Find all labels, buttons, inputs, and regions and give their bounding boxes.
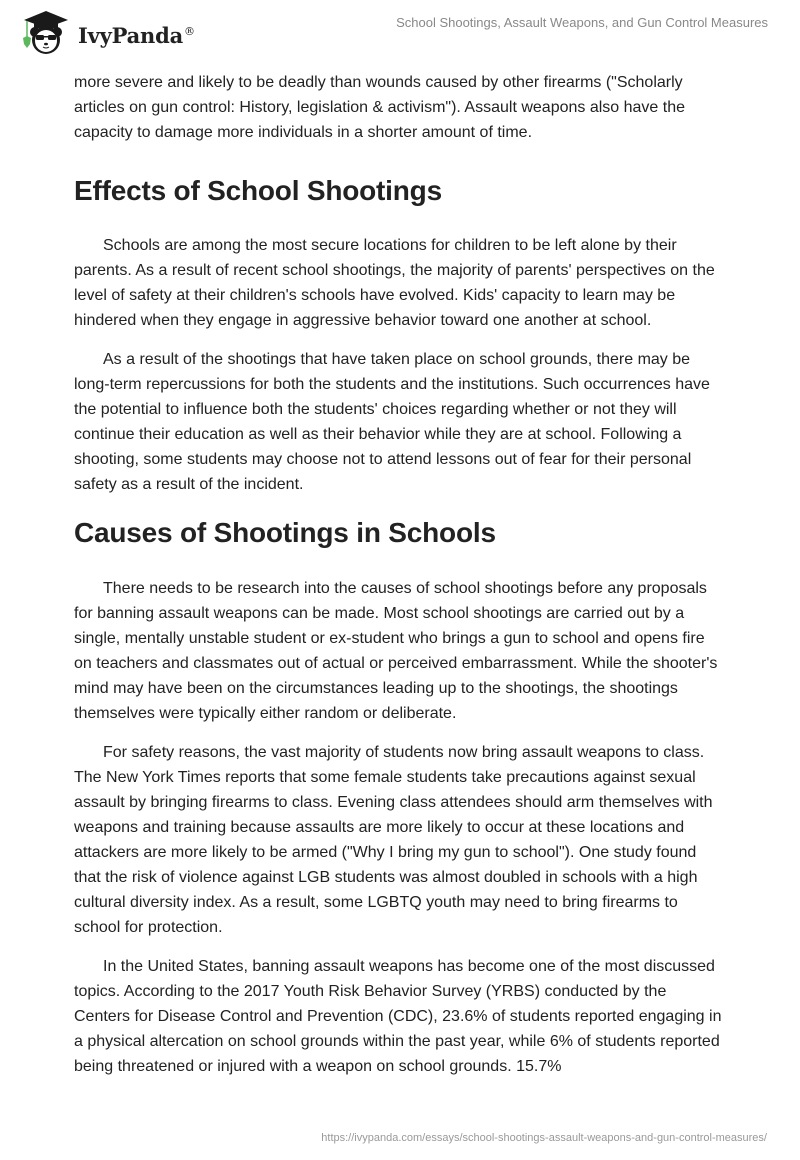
paragraph: As a result of the shootings that have taken place on school grounds, there may be long-term repercussions for both the students and the institutions. Such occurrences have the potential to influence both the students' choices regarding whether or not they will continue their education as well as their behavior while they are at school. Following a shooting, some students may choose not to attend lessons out of fear for their personal safety as a result of the incident.: [74, 351, 710, 493]
paragraph: There needs to be research into the causes of school shootings before any proposals for banning assault weapons can be made. Most school shootings are carried out by a single, mentally unstable student or ex-student who brings a gun to school and opens fire on teachers and classmates out of actual or perceived embarrassment. While the shooter's mind may have been on the circumstances leading up to the shootings, the shootings themselves were typically either random or deliberate.: [74, 580, 718, 722]
registered-mark: ®: [184, 24, 195, 38]
panda-graduation-cap-icon: [18, 8, 74, 56]
brand-name: IvyPanda®: [78, 22, 195, 48]
document-title: School Shootings, Assault Weapons, and Gun Control Measures: [396, 15, 768, 30]
section-heading-effects: Effects of School Shootings: [74, 175, 442, 206]
ivypanda-logo[interactable]: [18, 8, 195, 56]
source-url[interactable]: https://ivypanda.com/essays/school-shootings-assault-weapons-and-gun-control-measures/: [321, 1132, 767, 1144]
paragraph: For safety reasons, the vast majority of students now bring assault weapons to class. The New York Times reports that some female students take precautions against sexual assault by bringing firearms to class. Evening class attendees should arm themselves with weapons and training because assaults are more likely to occur at these locations and attackers are more likely to be armed ("Why I bring my gun to school"). One study found that the risk of violence against LGB students was almost doubled in schools with a high cultural diversity index. As a result, some LGBTQ youth may need to bring firearms to school for protection.: [74, 744, 713, 936]
page-header: [0, 0, 800, 60]
article-body: [74, 70, 726, 1079]
section-heading-causes: Causes of Shootings in Schools: [74, 517, 496, 548]
paragraph: Schools are among the most secure locations for children to be left alone by their parents. As a result of recent school shootings, the majority of parents' perspectives on the level of safety at their children's schools have evolved. Kids' capacity to learn may be hindered when they engage in aggressive behavior toward one another at school.: [74, 237, 715, 329]
paragraph: In the United States, banning assault weapons has become one of the most discussed topics. According to the 2017 Youth Risk Behavior Survey (YRBS) conducted by the Centers for Disease Control and Prevention (CDC), 23.6% of students reported engaging in a physical altercation on school grounds within the past year, while 6% of students reported being threatened or injured with a weapon on school grounds. 15.7%: [74, 958, 722, 1075]
intro-continuation-paragraph: more severe and likely to be deadly than wounds caused by other firearms ("Scholarly articles on gun control: History, legislation & activism"). Assault weapons also have the capacity to damage more individuals in a shorter amount of time.: [74, 74, 686, 141]
